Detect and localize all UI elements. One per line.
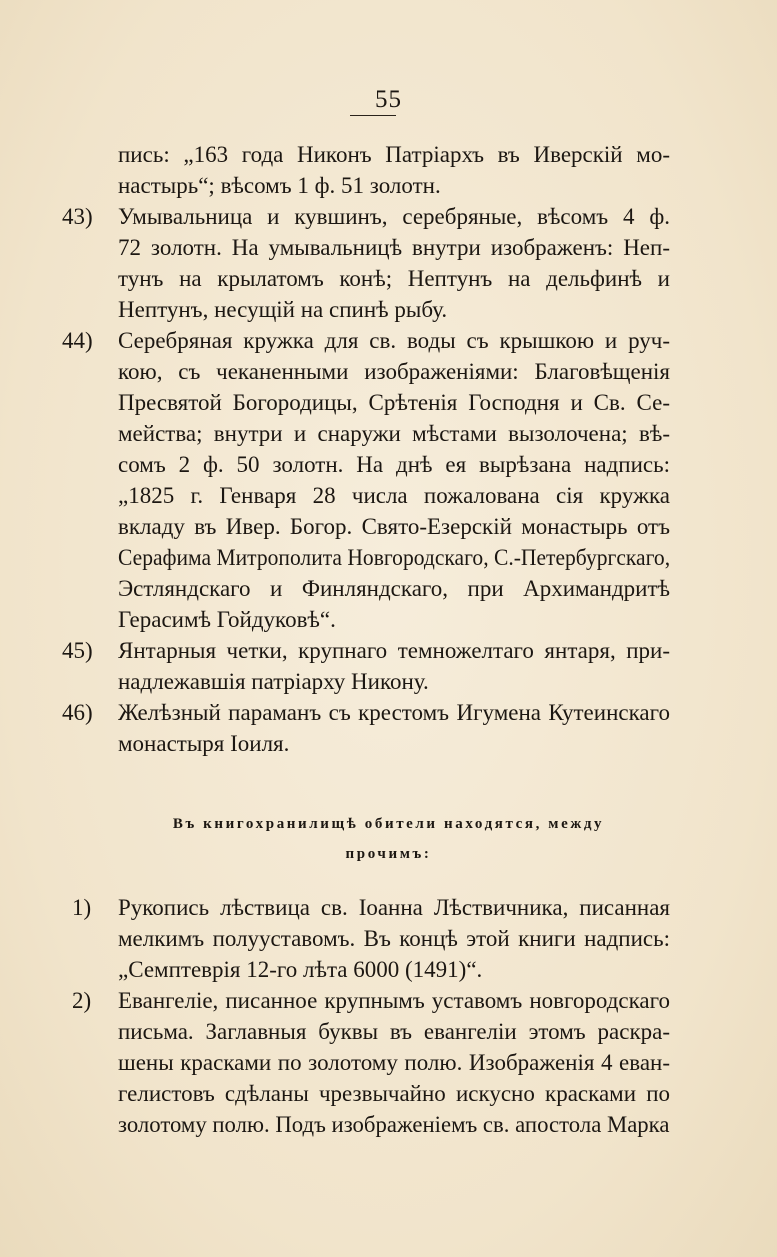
item-number: 45)	[62, 638, 93, 663]
text-line: надлежавшія патріарху Никону.	[118, 669, 429, 694]
text-line: сомъ 2 ф. 50 золотн. На днѣ ея вырѣзана надпись:	[118, 452, 670, 477]
item-number: 44)	[62, 328, 93, 353]
text-line: Эстляндскаго и Финляндскаго, при Архимандритѣ	[118, 576, 670, 601]
text-line: 72 золотн. На умывальницѣ внутри изображенъ: Неп-	[118, 235, 670, 260]
text-line: „1825 г. Генваря 28 числа пожалована сія кружка	[118, 483, 670, 508]
text-line: Пресвятой Богородицы, Срѣтенія Господня и Св. Се-	[118, 390, 670, 415]
text-line: Герасимѣ Гойдуковѣ“.	[118, 607, 336, 632]
text-line: вкладу въ Ивер. Богор. Свято-Езерскій монастырь отъ	[118, 514, 670, 539]
text-line: мелкимъ полууставомъ. Въ концѣ этой книги надпись:	[118, 926, 670, 951]
text-line: пись: „163 года Никонъ Патріархъ въ Иверскій мо-	[118, 142, 670, 167]
text-line: Серебряная кружка для св. воды съ крышкою и руч-	[118, 328, 670, 353]
section-heading: Въ книгохранилищѣ обители находятся, между	[172, 816, 605, 832]
text-line: Рукопись лѣствица св. Іоанна Лѣствичника, писанная	[118, 895, 670, 920]
item-number: 46)	[62, 700, 93, 725]
text-line: мейства; внутри и снаружи мѣстами вызолочена; вѣ-	[118, 421, 670, 446]
text-line: шены красками по золотому полю. Изображенія 4 еван-	[118, 1050, 670, 1075]
text-line: монастыря Іоиля.	[118, 731, 290, 756]
text-line: письма. Заглавныя буквы въ евангеліи этомъ раскра-	[118, 1019, 670, 1044]
text-line: Евангеліе, писанное крупнымъ уставомъ новгородскаго	[118, 988, 670, 1013]
text-line: Умывальница и кувшинъ, серебряные, вѣсомъ 4 ф.	[118, 204, 670, 229]
text-line: Серафима Митрополита Новгородскаго, С.-Петербургскаго,	[118, 545, 671, 570]
item-number: 43)	[62, 204, 93, 229]
text-line: Нептунъ, несущій на спинѣ рыбу.	[118, 297, 448, 322]
text-line: „Семптеврія 12-го лѣта 6000 (1491)“.	[118, 957, 483, 982]
item-number: 2)	[72, 988, 92, 1013]
text-line: настырь“; вѣсомъ 1 ф. 51 золотн.	[118, 173, 441, 198]
text-line: Желѣзный параманъ съ крестомъ Игумена Кутеинскаго	[118, 700, 670, 725]
text-line: золотому полю. Подъ изображеніемъ св. апостола Марка	[118, 1112, 670, 1137]
item-number: 1)	[72, 895, 92, 920]
page-number: 55	[375, 86, 402, 113]
text-line: тунъ на крылатомъ конѣ; Нептунъ на дельфинѣ и	[118, 266, 670, 291]
text-line: гелистовъ сдѣланы чрезвычайно искусно красками по	[118, 1081, 670, 1106]
text-line: кою, съ чеканенными изображеніями: Благовѣщенія	[118, 359, 670, 384]
text-line: Янтарныя четки, крупнаго темножелтаго янтаря, при-	[118, 638, 670, 663]
page-number-rule	[350, 115, 396, 116]
section-heading: прочимъ:	[345, 846, 432, 862]
